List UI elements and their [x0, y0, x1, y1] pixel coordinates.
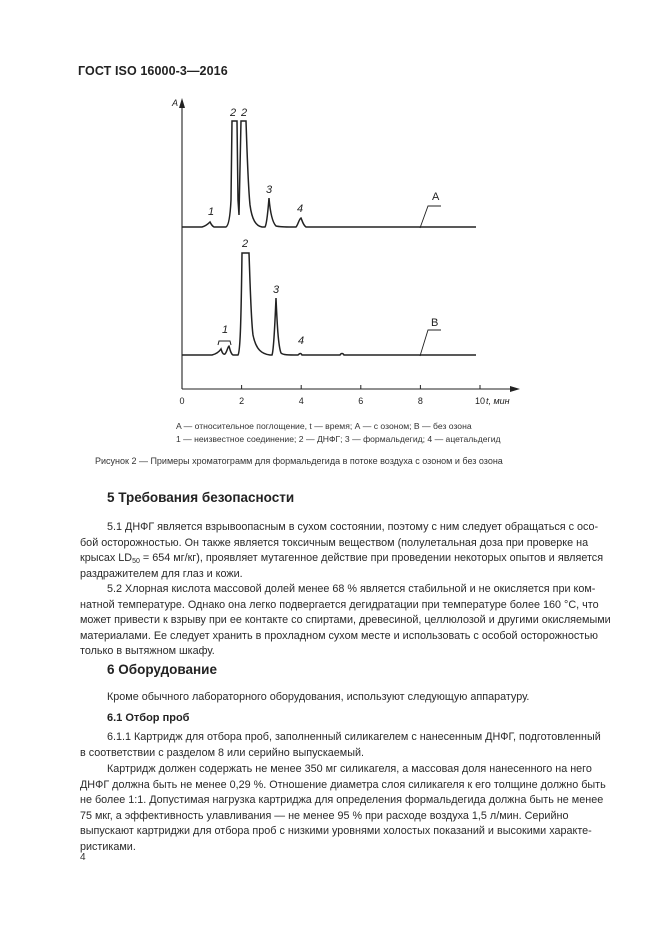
- text-line: может привести к взрыву при ее контакте со спиртами, древесиной, целлюлозой и другими окисляемыми: [80, 614, 611, 627]
- legend-line-1: A — относительное поглощение, t — время; А — с озоном; В — без озона: [176, 421, 472, 431]
- y-axis-arrow: [179, 98, 185, 108]
- x-axis-label: t, мин: [486, 396, 510, 406]
- series-a-callout: A: [432, 191, 440, 203]
- text-line: только в вытяжном шкафу.: [80, 645, 215, 658]
- chromatogram-chart: [0, 0, 661, 420]
- section-5-1-paragraph: [80, 520, 604, 582]
- section-5-title: 5 Требования безопасности: [107, 490, 295, 505]
- page-number: 4: [80, 852, 86, 863]
- text-fragment: = 654 мг/кг), проявляет мутагенное действие при проведении некоторых опытов и является: [139, 552, 604, 565]
- x-tick-label: 8: [417, 396, 423, 406]
- series-b-trace: [182, 253, 476, 355]
- text-line: не более 1:1. Допустимая нагрузка картриджа для определения формальдегида должна быть не менее: [80, 794, 604, 807]
- peak-label-b-3: 3: [273, 284, 280, 296]
- text-line: Картридж должен содержать не менее 350 мг силикагеля, а массовая доля нанесенного на него: [107, 763, 592, 775]
- cartridge-requirements-paragraph: [80, 762, 606, 856]
- peak-label-a-3: 3: [266, 184, 273, 196]
- text-line: натной температуре. Однако она легко подвергается дегидратации при температуре более 160 °С, что: [80, 598, 599, 611]
- text-line: материалами. Ее следует хранить в прохладном сухом месте и использовать с особой осторожностью: [80, 629, 598, 642]
- text-line: ристиками.: [80, 840, 136, 853]
- section-6-title: 6 Оборудование: [107, 662, 217, 677]
- x-axis-arrow: [510, 386, 520, 392]
- peak-b-1-brace: [218, 341, 231, 345]
- peak-label-b-1: 1: [222, 324, 229, 336]
- text-line: бой осторожностью. Он также является токсичным веществом (полулетальная доза при проверке на: [80, 536, 589, 549]
- section-5-2-paragraph: [80, 582, 611, 660]
- document-header: ГОСТ ISO 16000-3—2016: [78, 64, 228, 78]
- series-a-trace: [182, 121, 476, 227]
- peak-label-b-4: 4: [298, 335, 305, 347]
- text-line: 6.1.1 Картридж для отбора проб, заполненный силикагелем с нанесенным ДНФГ, подготовленный: [107, 731, 601, 743]
- legend-line-2: 1 — неизвестное соединение; 2 — ДНФГ; 3 — формальдегид; 4 — ацетальдегид: [176, 434, 501, 444]
- text-line: 5.1 ДНФГ является взрывоопасным в сухом состоянии, поэтому с ним следует обращаться с осо-: [107, 521, 599, 533]
- peak-label-a-2b: 2: [241, 107, 248, 119]
- text-fragment: крысах LD: [80, 552, 133, 565]
- section-6-1-1-paragraph: [80, 730, 601, 761]
- ld-subscript: 50: [132, 558, 140, 566]
- peak-label-a-1: 1: [208, 206, 215, 218]
- x-tick-label: 10: [474, 396, 486, 406]
- x-tick-label: 0: [179, 396, 185, 406]
- x-ticks: [179, 385, 485, 406]
- series-b-leader: [420, 330, 441, 356]
- peak-label-a-4: 4: [297, 203, 304, 215]
- text-line: 5.2 Хлорная кислота массовой долей менее 68 % является стабильной и не окисляется при ком-: [107, 583, 596, 595]
- text-line: выпускают картриджи для отбора проб с низкими уровнями холостых показаний и высокими характе-: [80, 825, 592, 838]
- y-axis-label: A: [172, 98, 179, 108]
- section-6-intro: Кроме обычного лабораторного оборудования, используют следующую аппаратуру.: [107, 691, 530, 703]
- subsection-6-1-title: 6.1 Отбор проб: [107, 712, 190, 724]
- series-b-callout: B: [431, 317, 439, 329]
- text-line: 75 мкг, а эффективность улавливания — не менее 95 % при расходе воздуха 1,5 л/мин. Серийно: [80, 809, 569, 822]
- figure-caption: Рисунок 2 — Примеры хроматограмм для формальдегида в потоке воздуха с озоном и без озона: [95, 456, 503, 466]
- peak-label-b-2: 2: [242, 238, 249, 250]
- peak-label-a-2a: 2: [230, 107, 237, 119]
- text-line: [80, 551, 604, 567]
- text-line: в соответствии с разделом 8 или серийно выпускаемый.: [80, 746, 364, 759]
- text-line: ДНФГ должна быть не менее 0,29 %. Отношение диаметра слоя силикагеля к его толщине должно быть: [80, 778, 606, 791]
- x-tick-label: 2: [239, 396, 245, 406]
- x-tick-label: 6: [358, 396, 364, 406]
- x-tick-label: 4: [298, 396, 304, 406]
- text-line: раздражителем для глаз и кожи.: [80, 567, 243, 580]
- series-a-leader: [420, 206, 441, 228]
